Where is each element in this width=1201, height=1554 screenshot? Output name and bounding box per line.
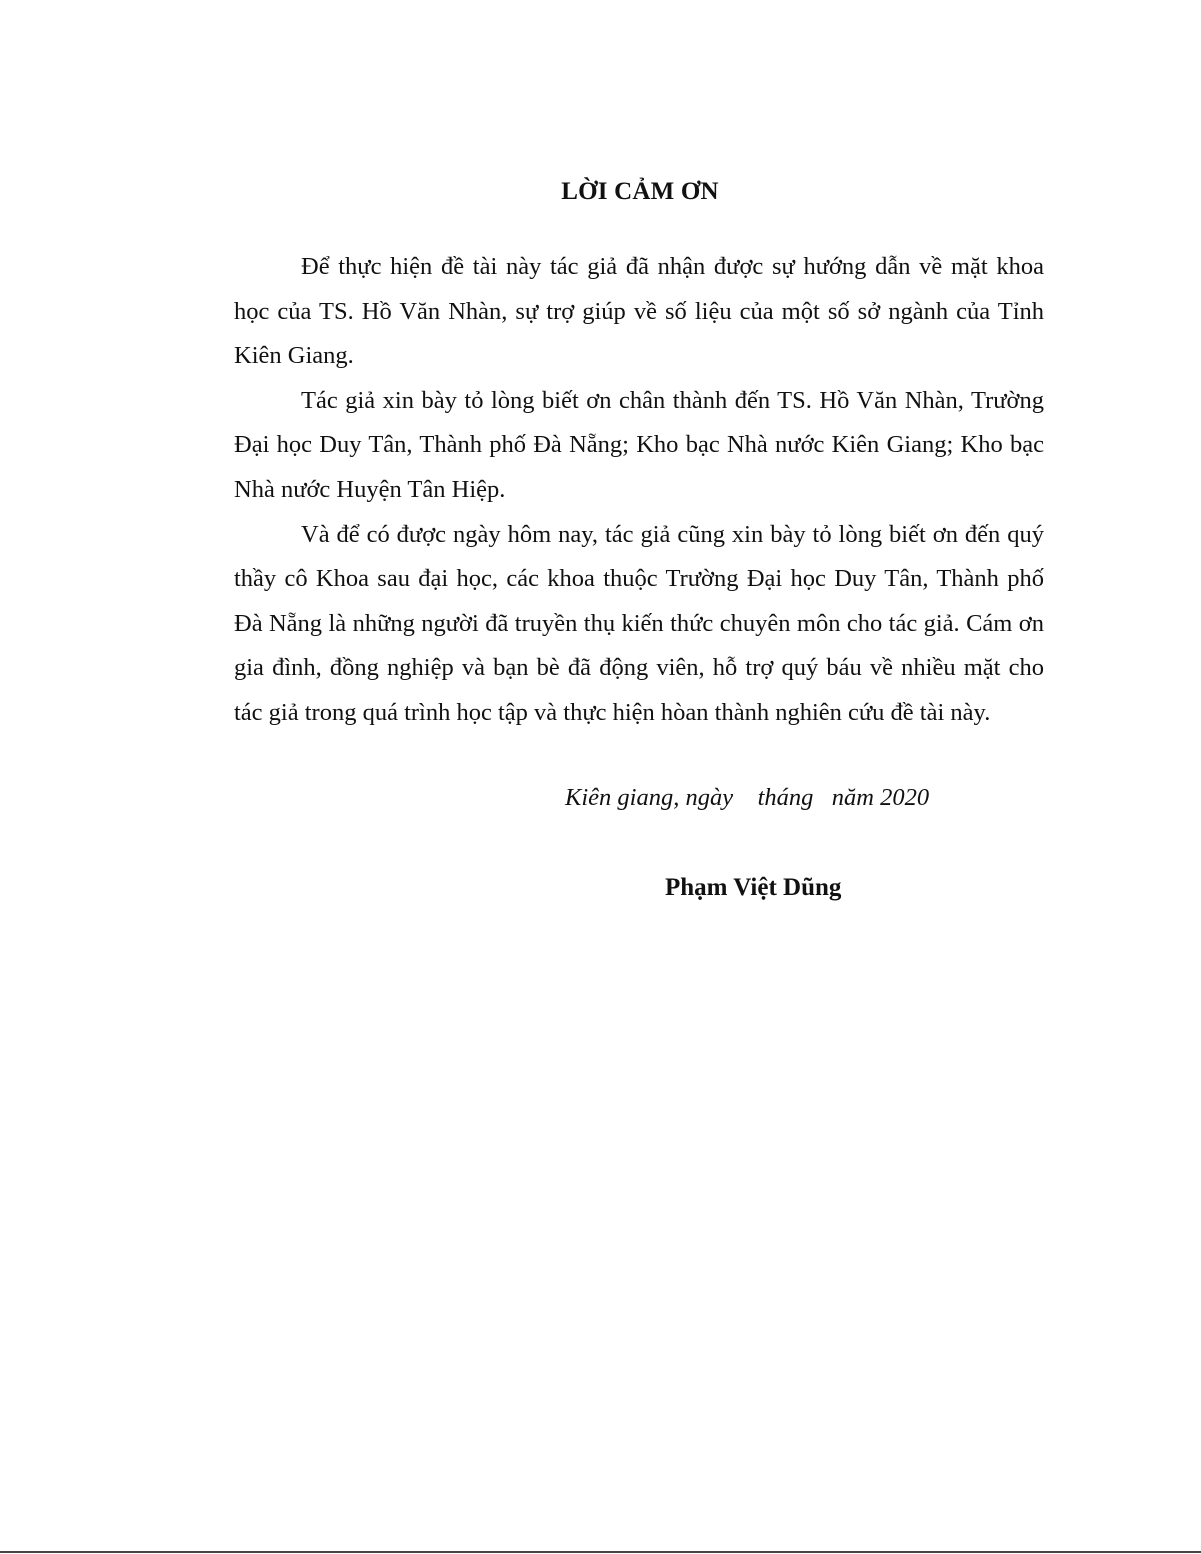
body-text [234, 245, 1044, 736]
paragraph-3: Và để có được ngày hôm nay, tác giả cũng xin bày tỏ lòng biết ơn đến quý thầy cô Khoa sau đại học, các khoa thuộc Trường Đại học Duy Tân, Thành phố Đà Nẵng là những người đã truyền thụ kiến thức chuyên môn cho tác giả. Cám ơn gia đình, đồng nghiệp và bạn bè đã động viên, hỗ trợ quý báu về nhiều mặt cho tác giả trong quá trình học tập và thực hiện hòan thành nghiên cứu đề tài này. [234, 520, 1044, 726]
page-title: LỜI CẢM ƠN [561, 178, 719, 205]
date-line: Kiên giang, ngày tháng năm 2020 [565, 784, 930, 811]
paragraph-2: Tác giả xin bày tỏ lòng biết ơn chân thành đến TS. Hồ Văn Nhàn, Trường Đại học Duy Tân, Thành phố Đà Nẵng; Kho bạc Nhà nước Kiên Giang; Kho bạc Nhà nước Huyện Tân Hiệp. [234, 386, 1044, 503]
page-bottom-border [0, 1551, 1201, 1553]
author-signature: Phạm Việt Dũng [665, 874, 842, 901]
paragraph-1: Để thực hiện đề tài này tác giả đã nhận được sự hướng dẫn về mặt khoa học của TS. Hồ Văn Nhàn, sự trợ giúp về số liệu của một số sở ngành của Tỉnh Kiên Giang. [234, 253, 1044, 370]
